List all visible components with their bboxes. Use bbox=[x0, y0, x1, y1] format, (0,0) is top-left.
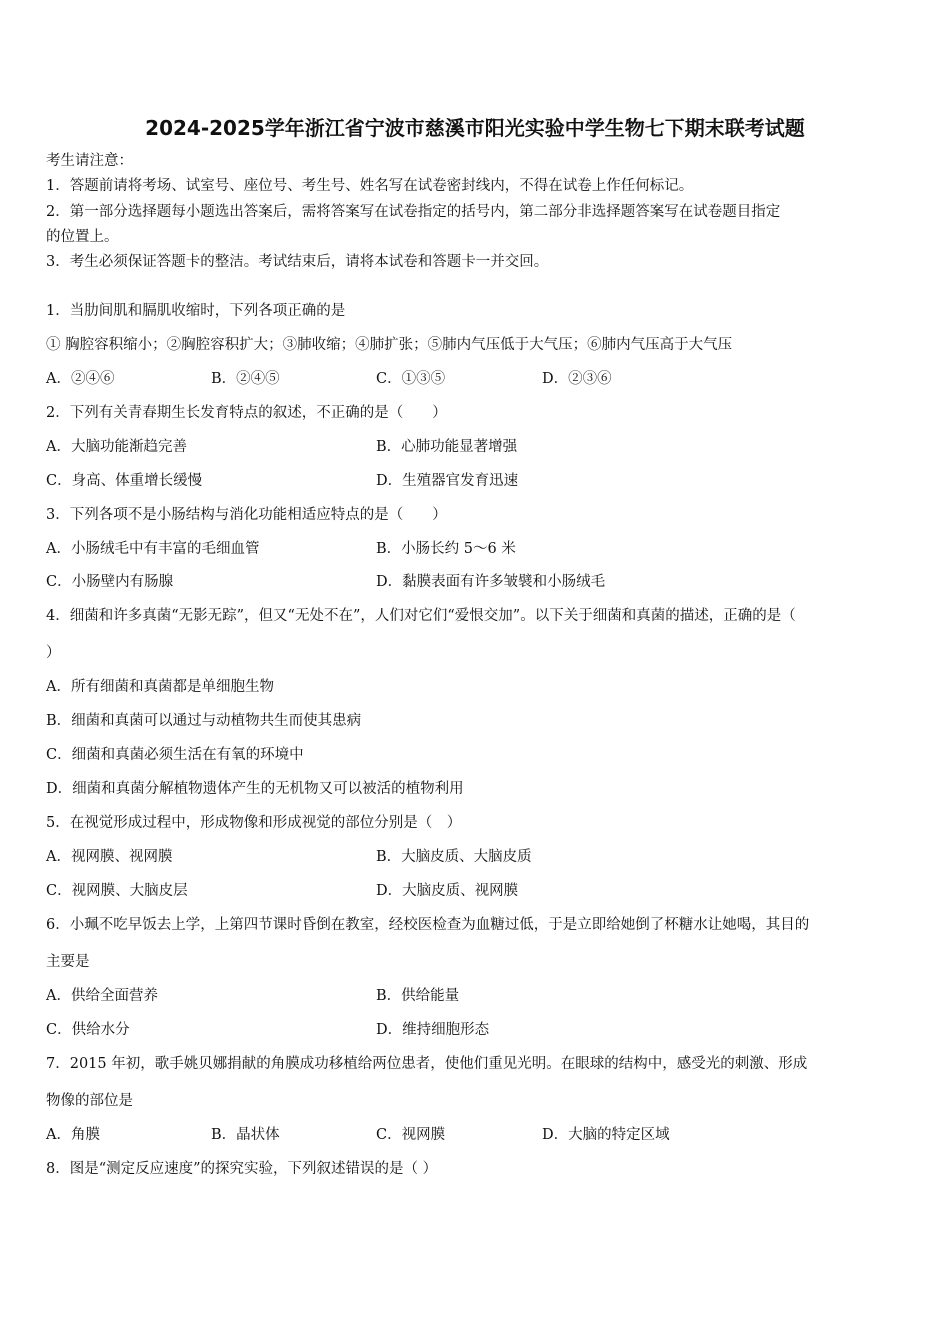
option-b: B．小肠长约 5～6 米 bbox=[376, 541, 516, 557]
option-d: D．黏膜表面有许多皱襞和小肠绒毛 bbox=[376, 574, 606, 590]
question-stem: 3．下列各项不是小肠结构与消化功能相适应特点的是（ ） bbox=[46, 507, 447, 523]
notice-item: 1．答题前请将考场、试室号、座位号、考生号、姓名写在试卷密封线内，不得在试卷上作任何标记。 bbox=[46, 178, 694, 194]
notice-item: 3．考生必须保证答题卡的整洁。考试结束后，请将本试卷和答题卡一并交回。 bbox=[46, 254, 549, 270]
option-a: A．供给全面营养 bbox=[46, 988, 158, 1004]
option-c: C．①③⑤ bbox=[376, 371, 446, 387]
question-stem-continued: ① 胸腔容积缩小；②胸腔容积扩大；③肺收缩；④肺扩张；⑤肺内气压低于大气压；⑥肺内气压高于大气压 bbox=[46, 337, 733, 353]
option-d: D．大脑皮质、视网膜 bbox=[376, 883, 519, 899]
option-b: B．②④⑤ bbox=[211, 371, 280, 387]
option-b: B．心肺功能显著增强 bbox=[376, 439, 518, 455]
question-stem: 6．小珮不吃早饭去上学，上第四节课时昏倒在教室，经校医检查为血糖过低，于是立即给她倒了杯糖水让她喝，其目的 bbox=[46, 917, 810, 933]
option-c: C．小肠壁内有肠腺 bbox=[46, 574, 174, 590]
option-c: C．身高、体重增长缓慢 bbox=[46, 473, 203, 489]
option-c: C．视网膜 bbox=[376, 1127, 446, 1143]
question-stem-continued: ） bbox=[46, 645, 61, 661]
question-stem-continued: 物像的部位是 bbox=[46, 1093, 133, 1109]
option-b: B．供给能量 bbox=[376, 988, 460, 1004]
page-title: 2024-2025学年浙江省宁波市慈溪市阳光实验中学生物七下期末联考试题 bbox=[145, 116, 805, 140]
notice-item: 2．第一部分选择题每小题选出答案后，需将答案写在试卷指定的括号内，第二部分非选择题答案写在试卷题目指定 bbox=[46, 204, 781, 220]
question-stem: 2．下列有关青春期生长发育特点的叙述，不正确的是（ ） bbox=[46, 405, 447, 421]
notice-item: 的位置上。 bbox=[46, 229, 119, 245]
option-c: C．供给水分 bbox=[46, 1022, 130, 1038]
option-d: D．②③⑥ bbox=[542, 371, 612, 387]
question-stem: 5．在视觉形成过程中，形成物像和形成视觉的部位分别是（ ） bbox=[46, 815, 462, 831]
option-a: A．所有细菌和真菌都是单细胞生物 bbox=[46, 679, 274, 695]
option-b: B．细菌和真菌可以通过与动植物共生而使其患病 bbox=[46, 713, 362, 729]
question-stem: 1．当肋间肌和膈肌收缩时，下列各项正确的是 bbox=[46, 303, 346, 319]
question-stem-continued: 主要是 bbox=[46, 954, 90, 970]
option-b: B．晶状体 bbox=[211, 1127, 280, 1143]
option-a: A．大脑功能渐趋完善 bbox=[46, 439, 187, 455]
option-a: A．视网膜、视网膜 bbox=[46, 849, 173, 865]
option-d: D．维持细胞形态 bbox=[376, 1022, 490, 1038]
question-stem: 4．细菌和许多真菌“无影无踪”，但又“无处不在”，人们对它们“爱恨交加”。以下关于细菌和真菌的描述，正确的是（ bbox=[46, 608, 796, 624]
option-c: C．细菌和真菌必须生活在有氧的环境中 bbox=[46, 747, 304, 763]
option-d: D．大脑的特定区域 bbox=[542, 1127, 670, 1143]
option-a: A．小肠绒毛中有丰富的毛细血管 bbox=[46, 541, 260, 557]
option-d: D．细菌和真菌分解植物遗体产生的无机物又可以被活的植物利用 bbox=[46, 781, 464, 797]
option-b: B．大脑皮质、大脑皮质 bbox=[376, 849, 532, 865]
notice-heading: 考生请注意： bbox=[46, 153, 133, 169]
question-stem: 7．2015 年初，歌手姚贝娜捐献的角膜成功移植给两位患者，使他们重见光明。在眼球的结构中，感受光的刺激、形成 bbox=[46, 1056, 808, 1072]
question-stem: 8．图是“测定反应速度”的探究实验，下列叙述错误的是（ ） bbox=[46, 1161, 438, 1177]
option-a: A．角膜 bbox=[46, 1127, 100, 1143]
option-d: D．生殖器官发育迅速 bbox=[376, 473, 519, 489]
option-c: C．视网膜、大脑皮层 bbox=[46, 883, 188, 899]
option-a: A．②④⑥ bbox=[46, 371, 115, 387]
